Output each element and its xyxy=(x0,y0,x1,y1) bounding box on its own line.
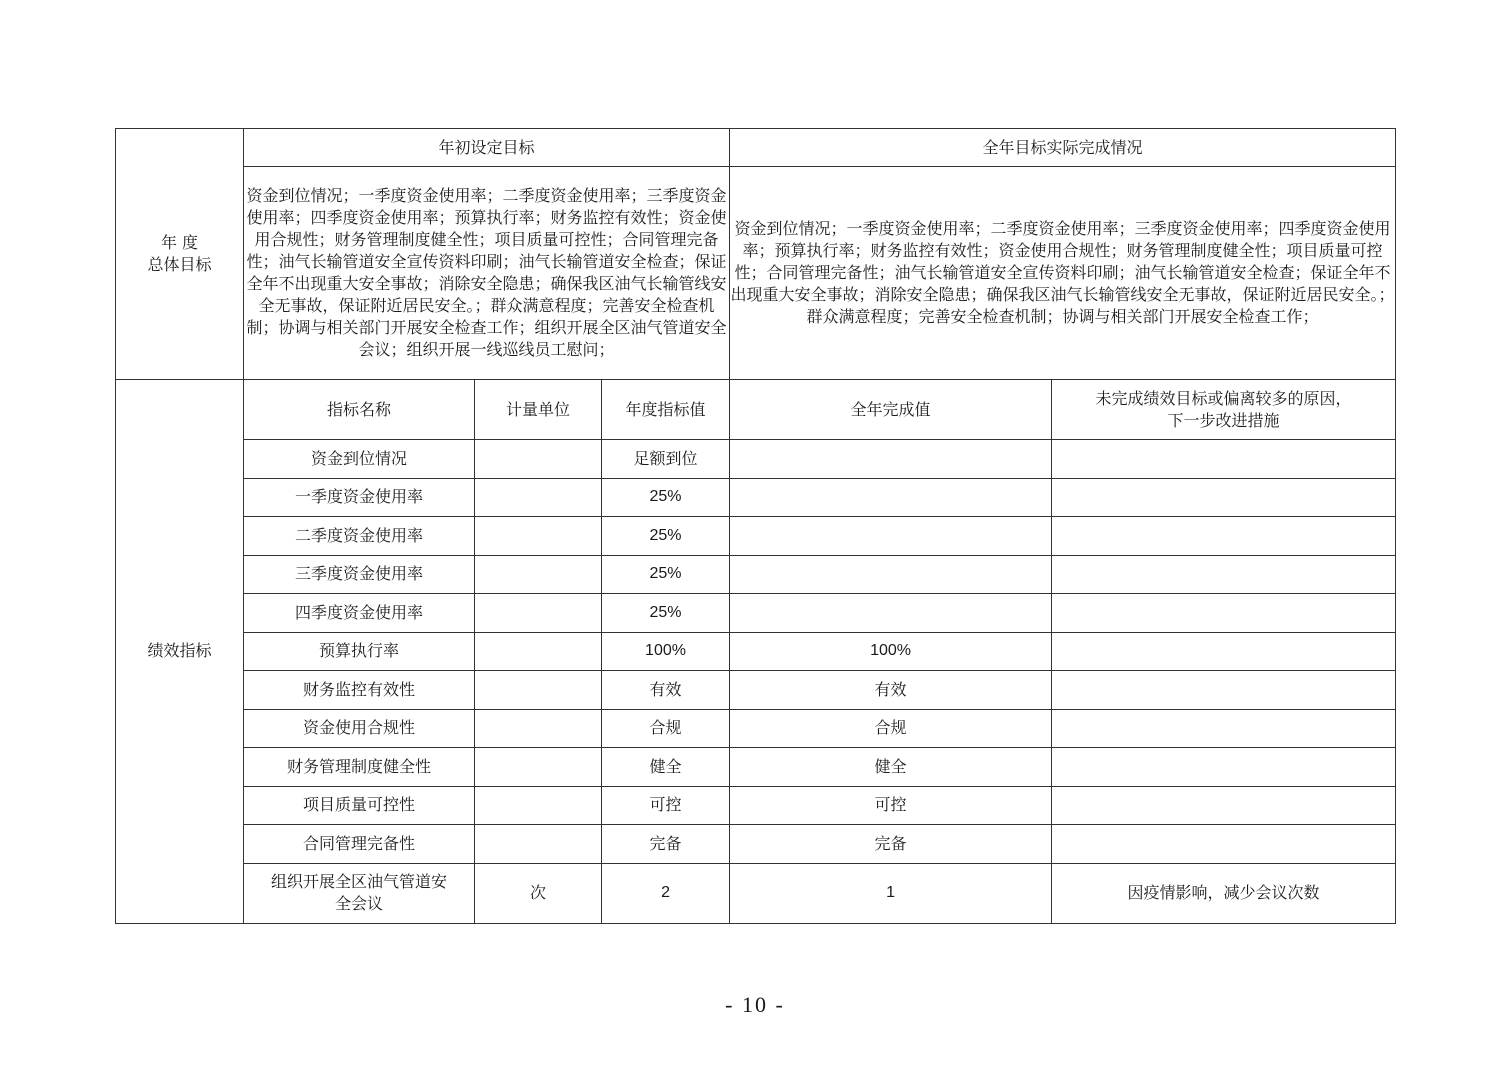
actual-completion-text: 资金到位情况；一季度资金使用率；二季度资金使用率；三季度资金使用率；四季度资金使用率；预算执行率；财务监控有效性；资金使用合规性；财务管理制度健全性；项目质量可控性；合同管理完备性；油气长输管道安全宣传资料印刷；油气长输管道安全检查；保证全年不出现重大安全事故；消除安全隐患；确保我区油气长输管线安全无事故，保证附近居民安全。；群众满意程度；完善安全检查机制；协调与相关部门开展安全检查工作； xyxy=(730,167,1396,380)
actual-completion-header: 全年目标实际完成情况 xyxy=(730,129,1396,167)
table-row xyxy=(116,671,1396,710)
indicator-target: 100% xyxy=(602,632,730,671)
indicator-target: 25% xyxy=(602,555,730,594)
indicator-name-line2: 全会议 xyxy=(334,894,383,913)
indicator-actual xyxy=(730,440,1052,479)
indicator-target: 完备 xyxy=(602,825,730,864)
indicator-header-row xyxy=(116,380,1396,440)
indicator-reason xyxy=(1052,786,1396,825)
indicator-reason xyxy=(1052,594,1396,633)
indicator-target: 25% xyxy=(602,478,730,517)
table-row xyxy=(116,825,1396,864)
indicator-unit xyxy=(475,440,602,479)
indicator-name: 二季度资金使用率 xyxy=(244,517,475,556)
table-row xyxy=(116,748,1396,787)
indicator-target: 健全 xyxy=(602,748,730,787)
indicator-name: 资金到位情况 xyxy=(244,440,475,479)
table-row xyxy=(116,478,1396,517)
table-row xyxy=(116,632,1396,671)
indicator-name: 预算执行率 xyxy=(244,632,475,671)
indicator-actual xyxy=(730,594,1052,633)
indicator-reason xyxy=(1052,825,1396,864)
indicator-target: 合规 xyxy=(602,709,730,748)
table-row xyxy=(116,709,1396,748)
indicator-actual xyxy=(730,478,1052,517)
indicator-name: 合同管理完备性 xyxy=(244,825,475,864)
indicator-name xyxy=(244,863,475,923)
header-reason-line2: 下一步改进措施 xyxy=(1167,410,1280,430)
table-row xyxy=(116,863,1396,923)
indicator-target: 有效 xyxy=(602,671,730,710)
indicator-unit xyxy=(475,478,602,517)
indicator-name: 财务管理制度健全性 xyxy=(244,748,475,787)
initial-goals-text: 资金到位情况；一季度资金使用率；二季度资金使用率；三季度资金使用率；四季度资金使用率；预算执行率；财务监控有效性；资金使用合规性；财务管理制度健全性；项目质量可控性；合同管理完备性；油气长输管道安全宣传资料印刷；油气长输管道安全检查；保证全年不出现重大安全事故；消除安全隐患；确保我区油气长输管线安全无事故，保证附近居民安全。；群众满意程度；完善安全检查机制；协调与相关部门开展安全检查工作；组织开展全区油气管道安全会议；组织开展一线巡线员工慰问； xyxy=(244,167,730,380)
indicator-actual: 100% xyxy=(730,632,1052,671)
indicator-actual xyxy=(730,555,1052,594)
indicator-target: 足额到位 xyxy=(602,440,730,479)
performance-indicators-label: 绩效指标 xyxy=(116,380,244,924)
page-number: - 10 - xyxy=(725,992,785,1017)
initial-goals-header: 年初设定目标 xyxy=(244,129,730,167)
indicator-unit xyxy=(475,517,602,556)
header-annual-actual: 全年完成值 xyxy=(730,380,1052,440)
indicator-unit xyxy=(475,748,602,787)
annual-goals-label xyxy=(116,129,244,380)
indicator-unit xyxy=(475,632,602,671)
indicator-unit xyxy=(475,825,602,864)
header-indicator-name: 指标名称 xyxy=(244,380,475,440)
indicator-reason: 因疫情影响，减少会议次数 xyxy=(1052,863,1396,923)
indicator-actual: 健全 xyxy=(730,748,1052,787)
header-unit: 计量单位 xyxy=(475,380,602,440)
indicator-reason xyxy=(1052,440,1396,479)
header-reason xyxy=(1052,380,1396,440)
goals-header-row xyxy=(116,129,1396,167)
indicator-actual: 有效 xyxy=(730,671,1052,710)
indicator-reason xyxy=(1052,632,1396,671)
table-row xyxy=(116,555,1396,594)
indicator-target: 可控 xyxy=(602,786,730,825)
indicator-actual: 完备 xyxy=(730,825,1052,864)
table-row xyxy=(116,786,1396,825)
indicator-name: 四季度资金使用率 xyxy=(244,594,475,633)
indicator-target: 25% xyxy=(602,594,730,633)
indicator-unit xyxy=(475,709,602,748)
indicator-reason xyxy=(1052,555,1396,594)
indicator-unit xyxy=(475,555,602,594)
header-annual-target: 年度指标值 xyxy=(602,380,730,440)
indicator-target: 25% xyxy=(602,517,730,556)
indicator-target: 2 xyxy=(602,863,730,923)
indicator-name-line1: 组织开展全区油气管道安 xyxy=(270,872,447,891)
indicator-actual: 1 xyxy=(730,863,1052,923)
table-row xyxy=(116,517,1396,556)
indicator-reason xyxy=(1052,671,1396,710)
indicator-actual: 可控 xyxy=(730,786,1052,825)
indicator-reason xyxy=(1052,709,1396,748)
table-row xyxy=(116,440,1396,479)
indicator-reason xyxy=(1052,517,1396,556)
indicator-unit xyxy=(475,594,602,633)
indicator-unit: 次 xyxy=(475,863,602,923)
annual-goals-label-line1: 年 度 xyxy=(160,233,199,252)
indicator-name: 三季度资金使用率 xyxy=(244,555,475,594)
indicator-actual: 合规 xyxy=(730,709,1052,748)
goals-content-row xyxy=(116,167,1396,380)
header-reason-line1: 未完成绩效目标或偏离较多的原因， xyxy=(1095,388,1352,408)
indicator-actual xyxy=(730,517,1052,556)
annual-goals-label-line2: 总体目标 xyxy=(147,255,212,274)
indicator-unit xyxy=(475,786,602,825)
indicator-reason xyxy=(1052,748,1396,787)
table-row xyxy=(116,594,1396,633)
indicator-name: 一季度资金使用率 xyxy=(244,478,475,517)
indicator-reason xyxy=(1052,478,1396,517)
indicator-name: 财务监控有效性 xyxy=(244,671,475,710)
indicator-name: 项目质量可控性 xyxy=(244,786,475,825)
indicator-name: 资金使用合规性 xyxy=(244,709,475,748)
performance-table xyxy=(115,128,1396,924)
indicator-unit xyxy=(475,671,602,710)
